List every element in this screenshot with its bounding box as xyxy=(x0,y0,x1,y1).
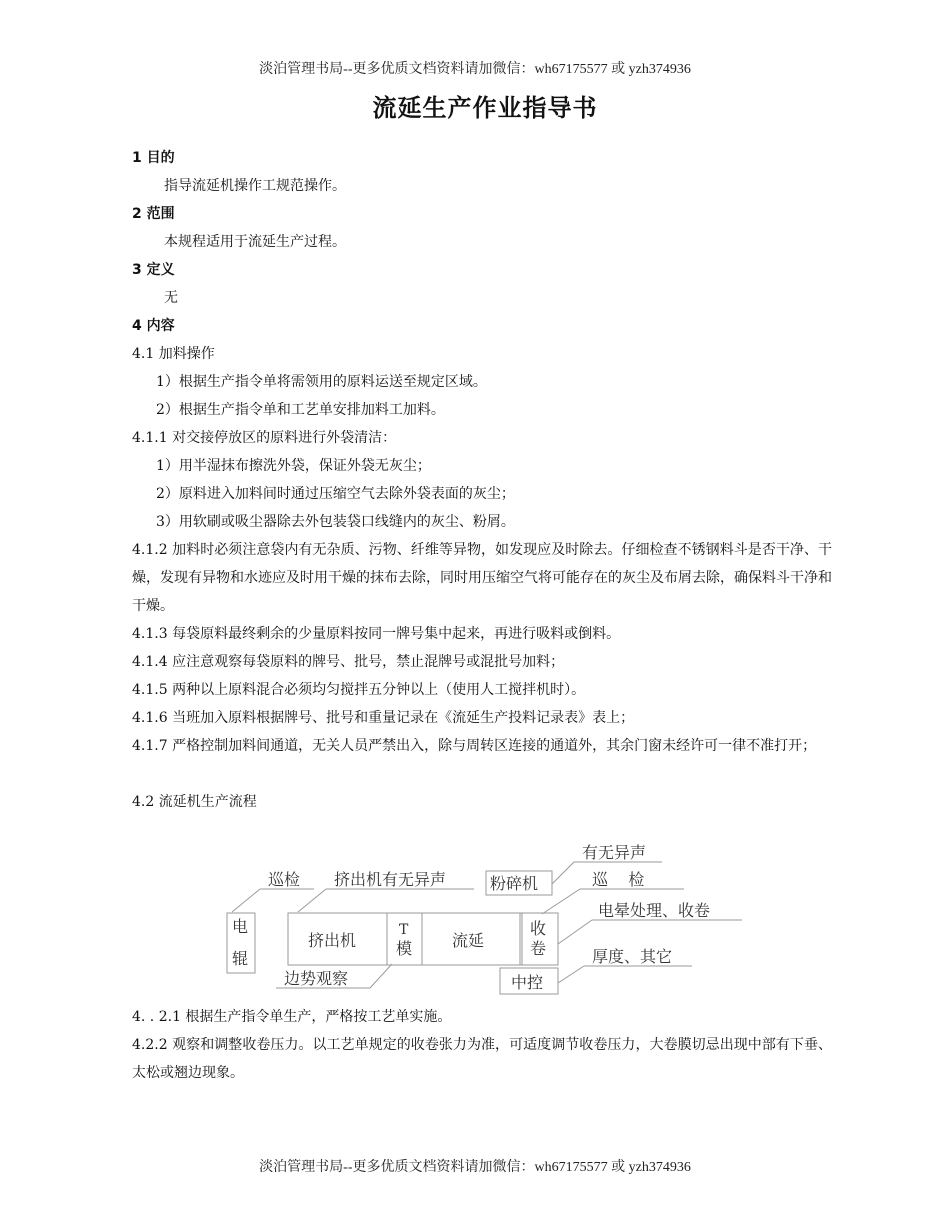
section-4-heading: 4 内容 xyxy=(132,318,175,334)
section-2-heading: 2 范围 xyxy=(132,206,175,222)
section-4-1-1-item-1: 1）用半湿抹布擦洗外袋，保证外袋无灰尘； xyxy=(156,458,431,474)
section-4-2-1: 4. . 2.1 根据生产指令单生产，严格按工艺单实施。 xyxy=(132,1009,452,1025)
section-1-text: 指导流延机操作工规范操作。 xyxy=(164,178,346,194)
section-4-1-item-2: 2）根据生产指令单和工艺单安排加料工加料。 xyxy=(156,402,445,418)
section-3-text: 无 xyxy=(164,290,178,306)
section-4-1-5: 4.1.5 两种以上原料混合必须均匀搅拌五分钟以上（使用人工搅拌机时）。 xyxy=(132,682,586,698)
diagram-casting: 流延 xyxy=(452,931,485,950)
section-2-text: 本规程适用于流延生产过程。 xyxy=(164,234,346,250)
diagram-shou: 收 xyxy=(530,919,547,938)
section-4-2-2: 4.2.2 观察和调整收卷压力。以工艺单规定的收卷张力为准，可适度调节收卷压力，大卷膜切忌出现中部有下垂、太松或翘边现象。 xyxy=(132,1037,832,1081)
diagram-patrol-right: 巡 检 xyxy=(592,870,645,889)
diagram-juan: 卷 xyxy=(530,939,547,958)
section-4-1-1-item-3: 3）用软刷或吸尘器除去外包装袋口线缝内的灰尘、粉屑。 xyxy=(156,514,515,530)
diagram-t: T xyxy=(399,922,409,938)
section-4-2-body xyxy=(132,1003,832,1087)
diagram-extruder-noise: 挤出机有无异声 xyxy=(334,870,447,889)
diagram-edge: 边势观察 xyxy=(284,969,349,988)
diagram-noise: 有无异声 xyxy=(582,843,647,862)
diagram-patrol-left: 巡检 xyxy=(268,870,301,889)
page-footer: 淡泊管理书局--更多优质文档资料请加微信：wh67175577 或 yzh374936 xyxy=(259,1160,691,1175)
diagram-corona: 电晕处理、收卷 xyxy=(598,901,711,920)
section-4-1-2: 4.1.2 加料时必须注意袋内有无杂质、污物、纤维等异物，如发现应及时除去。仔细检查不锈钢料斗是否干净、干燥，发现有异物和水迹应及时用干燥的抹布去除，同时用压缩空气将可能存在的灰尘及布屑去除，确保料斗干净和干燥。 xyxy=(132,542,832,614)
diagram-gun: 辊 xyxy=(232,949,249,968)
diagram-central-control: 中控 xyxy=(511,973,544,992)
document-body xyxy=(132,144,832,816)
diagram-dian: 电 xyxy=(232,917,249,936)
diagram-crusher: 粉碎机 xyxy=(490,874,539,893)
document-title: 流延生产作业指导书 xyxy=(372,94,598,122)
section-4-2: 4.2 流延机生产流程 xyxy=(132,794,257,810)
section-4-1-item-1: 1）根据生产指令单将需领用的原料运送至规定区域。 xyxy=(156,374,487,390)
process-flow-diagram xyxy=(222,840,762,1000)
diagram-mo: 模 xyxy=(396,939,413,958)
section-4-1-6: 4.1.6 当班加入原料根据牌号、批号和重量记录在《流延生产投料记录表》表上； xyxy=(132,710,635,726)
diagram-extruder: 挤出机 xyxy=(308,931,357,950)
section-4-1-7: 4.1.7 严格控制加料间通道，无关人员严禁出入，除与周转区连接的通道外，其余门窗未经许可一律不准打开； xyxy=(132,738,817,754)
section-4-1-3: 4.1.3 每袋原料最终剩余的少量原料按同一牌号集中起来，再进行吸料或倒料。 xyxy=(132,626,621,642)
section-3-heading: 3 定义 xyxy=(132,262,175,278)
section-1-heading: 1 目的 xyxy=(132,150,175,166)
section-4-1: 4.1 加料操作 xyxy=(132,346,215,362)
section-4-1-4: 4.1.4 应注意观察每袋原料的牌号、批号，禁止混牌号或混批号加料； xyxy=(132,654,565,670)
diagram-thickness: 厚度、其它 xyxy=(592,947,673,966)
page-header: 淡泊管理书局--更多优质文档资料请加微信：wh67175577 或 yzh374936 xyxy=(259,62,691,77)
section-4-1-1-item-2: 2）原料进入加料间时通过压缩空气去除外袋表面的灰尘； xyxy=(156,486,515,502)
section-4-1-1: 4.1.1 对交接停放区的原料进行外袋清洁： xyxy=(132,430,397,446)
